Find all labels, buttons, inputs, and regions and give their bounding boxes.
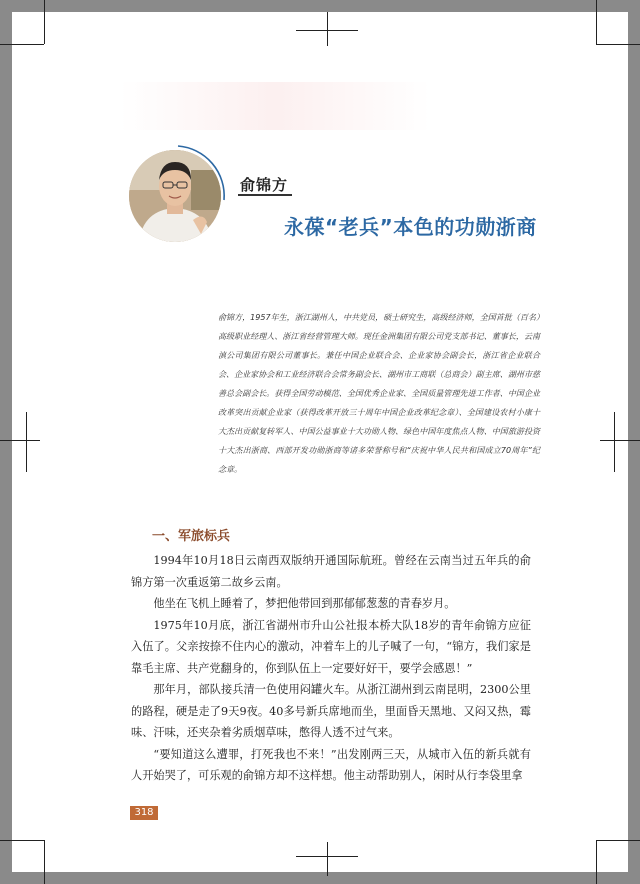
crop-mark <box>0 440 40 441</box>
crop-mark <box>600 440 640 441</box>
crop-mark <box>327 12 328 46</box>
crop-mark <box>614 412 615 472</box>
crop-mark <box>26 412 27 472</box>
page-number: 318 <box>130 806 158 820</box>
section-heading: 一、军旅标兵 <box>152 529 231 544</box>
article-body <box>131 550 531 787</box>
author-name: 俞锦方 <box>240 176 289 194</box>
paragraph: “要知道这么遭罪，打死我也不来！”出发刚两三天，从城市入伍的新兵就有人开始哭了，可乐观的俞锦方却不这样想。他主动帮助别人，闲时从行李袋里拿 <box>131 747 531 782</box>
crop-mark <box>596 0 597 44</box>
crop-mark <box>0 840 44 841</box>
decorative-header-band <box>120 82 430 130</box>
crop-mark <box>596 840 640 841</box>
paragraph: 1975年10月底，浙江省湖州市升山公社报本桥大队18岁的青年俞锦方应征入伍了。父亲按捺不住内心的激动，冲着车上的儿子喊了一句，“锦方，我们家是靠毛主席、共产党翻身的，你到队伍上一定要好好干，要学会感恩！” <box>131 618 531 675</box>
paragraph: 那年月，部队接兵清一色使用闷罐火车。从浙江湖州到云南昆明，2300公里的路程，硬是走了9天9夜。40多号新兵席地而坐，里面昏天黑地、又闷又热，霉味、汗味，还夹杂着劣质烟草味，憋得人透不过气来。 <box>131 683 531 739</box>
crop-mark <box>327 842 328 876</box>
crop-mark <box>596 44 640 45</box>
paragraph: 他坐在飞机上睡着了，梦把他带回到那郁郁葱葱的青春岁月。 <box>153 597 456 610</box>
book-page <box>12 12 628 872</box>
crop-mark <box>44 840 45 884</box>
crop-mark <box>596 840 597 884</box>
paragraph: 1994年10月18日云南西双版纳开通国际航班。曾经在云南当过五年兵的俞锦方第一次重返第二故乡云南。 <box>131 554 531 589</box>
decorative-arc <box>120 140 240 252</box>
name-underline <box>238 194 292 196</box>
crop-mark <box>44 0 45 44</box>
author-bio: 俞锦方，1957年生，浙江湖州人，中共党员，硕士研究生，高级经济师，全国首批（百名）高级职业经理人、浙江省经营管理大师。现任金洲集团有限公司党支部书记、董事长，云南滇公司集团有限公司董事长。兼任中国企业联合会、企业家协会副会长，浙江省企业联合会、企业家协会和工业经济联合会常务副会长、湖州市工商联（总商会）副主席、湖州市慈善总会副会长。获得全国劳动模范、全国优秀企业家、全国质量管理先进工作者、中国企业改革突出贡献企业家（获得改革开放三十周年中国企业改革纪念章）、全国建设农村小康十大杰出贡献复转军人、中国公益事业十大功勋人物、绿色中国年度焦点人物、中国旅游投资十大杰出浙商、西部开发功勋浙商等诸多荣誉称号和“庆祝中华人民共和国成立70周年”纪念章。 <box>218 313 540 474</box>
crop-mark <box>0 44 44 45</box>
article-title: 永葆“老兵”本色的功勋浙商 <box>284 215 537 239</box>
